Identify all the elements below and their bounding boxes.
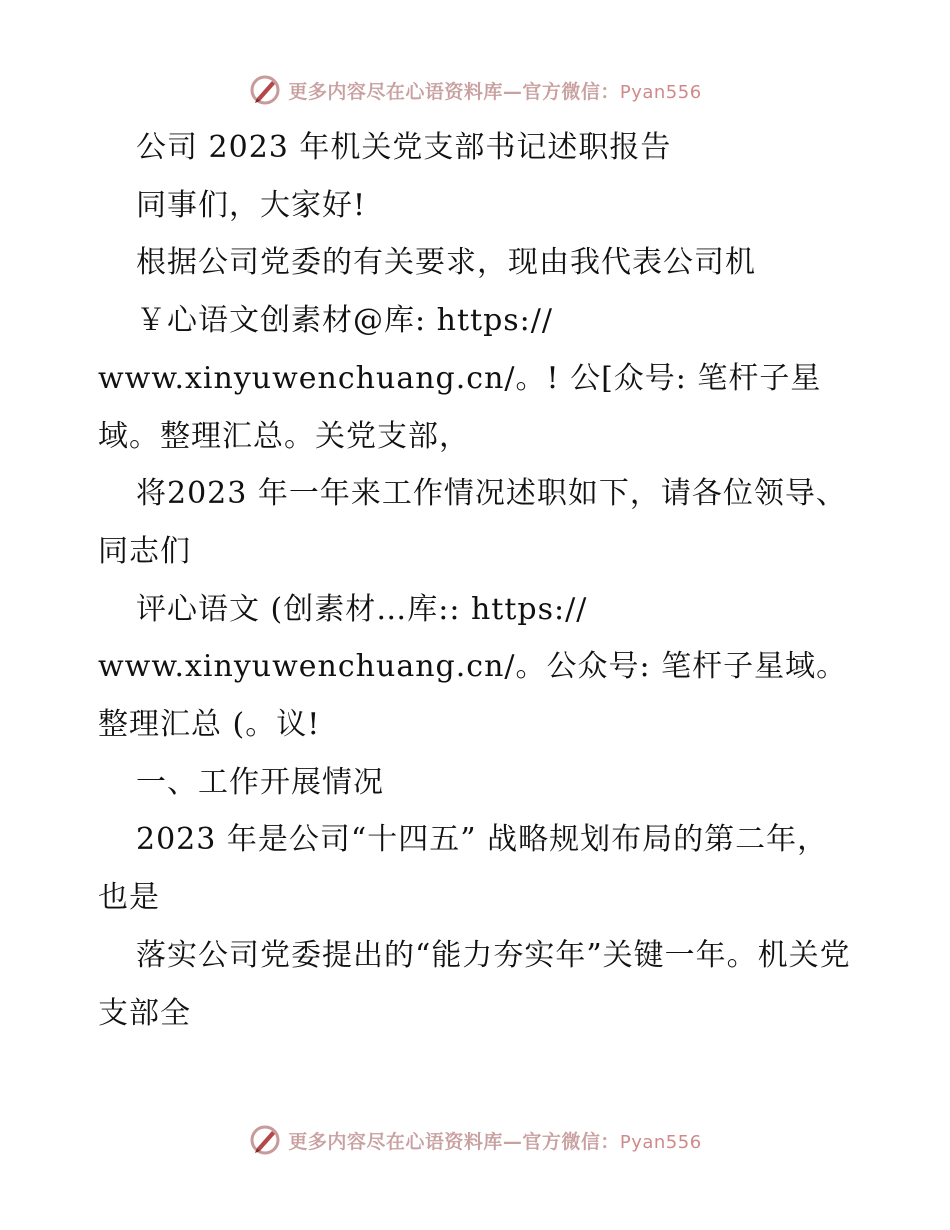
paragraph-source-note: ￥心语文创素材@库: https:// [136, 303, 553, 339]
paragraph-source-url: www.xinyuwenchuang.cn/。! 公[众号: 笔杆子星域。整理汇总。关党支部， [98, 360, 822, 454]
greeting-line: 同事们，大家好! [136, 187, 367, 223]
paragraph-2023-overview: 2023 年是公司“十四五” 战略规划布局的第二年，也是 [98, 822, 829, 916]
watermark-slogan: 更多内容尽在心语资料库—官方微信： [288, 1130, 620, 1153]
watermark-wechat-id: Pyan556 [619, 81, 702, 103]
paragraph-source-note-2: 评心语文 (创素材…库:: https:// [136, 591, 588, 627]
paragraph-report-intro: 将2023 年一年来工作情况述职如下，请各位领导、同志们 [98, 476, 847, 569]
paragraph-source-url-2: www.xinyuwenchuang.cn/。公众号: 笔杆子星域。整理汇总 (。议! [98, 649, 848, 743]
watermark-slogan: 更多内容尽在心语资料库—官方微信： [288, 80, 620, 103]
pen-logo-icon [248, 1123, 282, 1157]
paragraph-intro: 根据公司党委的有关要求，现由我代表公司机 [136, 245, 756, 281]
watermark-wechat-id: Pyan556 [619, 1131, 702, 1153]
footer-watermark-banner [0, 1120, 950, 1160]
document-body [98, 119, 858, 1042]
paragraph-key-year: 落实公司党委提出的“能力夯实年”关键一年。机关党支部全 [98, 937, 851, 1031]
header-watermark-banner [0, 70, 950, 110]
pen-logo-icon [248, 73, 282, 107]
footer-watermark-text [288, 1127, 701, 1154]
header-watermark-text [288, 77, 701, 104]
section-heading-1: 一、工作开展情况 [136, 764, 384, 800]
document-title: 公司 2023 年机关党支部书记述职报告 [136, 130, 672, 165]
